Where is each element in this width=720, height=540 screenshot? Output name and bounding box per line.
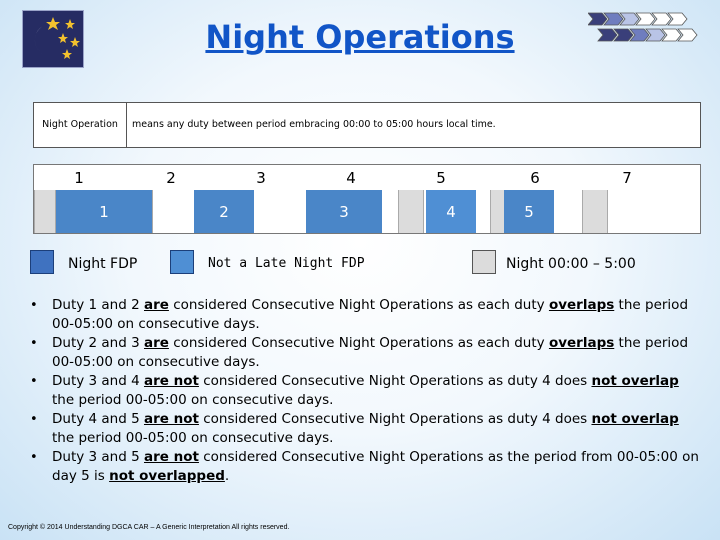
duty-block: [504, 190, 554, 233]
list-item: • Duty 3 and 5 are not considered Consecutive Night Operations as the period from 00-05:00 on day 5 is not overlapped.: [30, 448, 700, 486]
day-number: 6: [530, 169, 540, 187]
legend-night-period-label: Night 00:00 – 5:00: [506, 256, 636, 272]
night-period-block: [398, 190, 424, 233]
definition-meaning: means any duty between period embracing 00:00 to 05:00 hours local time.: [132, 119, 496, 130]
page-title: Night Operations: [205, 18, 515, 56]
list-item: • Duty 1 and 2 are considered Consecutive Night Operations as each duty overlaps the period 00-05:00 on consecutive days.: [30, 296, 700, 334]
duty-block: [426, 190, 476, 233]
chevron-arrows-icon: [588, 10, 710, 44]
list-item: • Duty 4 and 5 are not considered Consecutive Night Operations as duty 4 does not overlap the period 00-05:00 on consecutive days.: [30, 410, 700, 448]
day-number: 7: [622, 169, 632, 187]
definition-term: Night Operation: [34, 103, 127, 147]
day-number: 2: [166, 169, 176, 187]
list-item: • Duty 3 and 4 are not considered Consecutive Night Operations as duty 4 does not overlap the period 00-05:00 on consecutive days.: [30, 372, 700, 410]
legend-not-late-night-label: Not a Late Night FDP: [208, 256, 365, 271]
duty-block: [194, 190, 254, 233]
day-number: 4: [346, 169, 356, 187]
duty-block: [306, 190, 382, 233]
duty-number: 3: [339, 202, 349, 221]
duty-number: 4: [446, 202, 456, 221]
night-period-block: [582, 190, 608, 233]
duty-number: 1: [99, 202, 109, 221]
duty-number: 2: [219, 202, 229, 221]
copyright-footer: Copyright © 2014 Understanding DGCA CAR – A Generic Interpretation All rights reserved.: [8, 524, 290, 531]
duty-block: [56, 190, 152, 233]
legend-not-late-night-swatch: [170, 250, 194, 274]
explanation-list: [30, 296, 700, 486]
legend-night-period-swatch: [472, 250, 496, 274]
legend-night-fdp-label: Night FDP: [68, 256, 138, 272]
day-number: 3: [256, 169, 266, 187]
day-number: 5: [436, 169, 446, 187]
duty-number: 5: [524, 202, 534, 221]
night-period-block: [34, 190, 56, 233]
list-item: • Duty 2 and 3 are considered Consecutive Night Operations as each duty overlaps the period 00-05:00 on consecutive days.: [30, 334, 700, 372]
day-number: 1: [74, 169, 84, 187]
duty-timeline: [33, 164, 701, 234]
definition-box: [33, 102, 701, 148]
legend-night-fdp-swatch: [30, 250, 54, 274]
